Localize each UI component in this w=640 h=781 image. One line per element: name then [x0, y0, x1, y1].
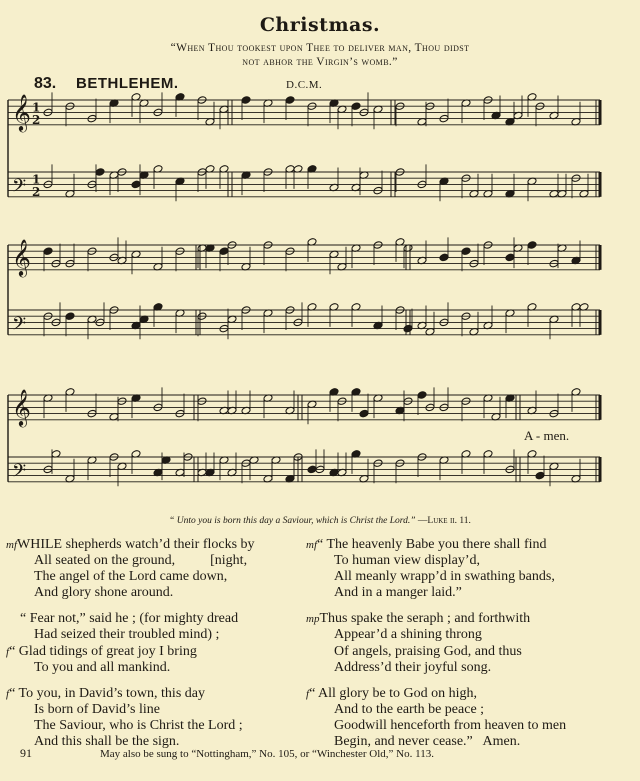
note-head	[43, 247, 53, 256]
verse-line	[306, 537, 636, 553]
page-number: 91	[20, 746, 32, 760]
verse-line	[306, 718, 636, 734]
page-title: Christmas.	[259, 14, 381, 36]
verse-text: To human view display’d,	[334, 553, 480, 569]
verse-line	[6, 553, 306, 569]
note-head	[241, 96, 251, 105]
verse-block	[306, 537, 636, 601]
verse-text: “ To you, in David’s town, this day	[9, 685, 205, 701]
verse-block	[6, 611, 306, 643]
verse-line	[6, 686, 306, 702]
verse-block	[306, 686, 636, 750]
verse-text: Appear’d a shining throng	[334, 627, 482, 643]
verse-line	[306, 660, 636, 676]
scripture-reference: —Luke ii. 11.	[417, 516, 471, 526]
verse-text: Of angels, praising God, and thus	[334, 643, 522, 659]
verse-line	[6, 537, 306, 553]
verse-block	[306, 611, 636, 675]
note-head	[65, 312, 75, 321]
bass-clef: 𝄢	[12, 175, 27, 201]
dynamic-marking: f	[6, 687, 10, 700]
verse-line	[6, 718, 306, 734]
verse-line	[306, 611, 636, 627]
note-head	[351, 102, 361, 111]
verse-text: All seated on the ground, [night,	[34, 553, 248, 569]
verses-right-column	[306, 537, 636, 760]
dynamic-marking: f	[6, 645, 10, 658]
note-head	[461, 247, 471, 256]
verse-line	[306, 585, 636, 601]
verse-line	[306, 702, 636, 718]
footer-note: May also be sung to “Nottingham,” No. 105, or “Winchester Old,” No. 113.	[100, 748, 434, 760]
verse-text: And in a manger laid.”	[334, 585, 462, 601]
dynamic-marking: mf	[6, 539, 17, 551]
verse-block	[6, 537, 306, 601]
verse-text: To you and all mankind.	[34, 659, 171, 675]
note-head	[439, 253, 449, 262]
tune-name: BETHLEHEM.	[76, 75, 179, 92]
note-head	[505, 253, 515, 262]
verse-line	[306, 569, 636, 585]
dynamic-marking: mp	[306, 613, 320, 626]
note-head	[417, 391, 427, 400]
treble-clef: 𝄞	[12, 237, 31, 276]
verse-line	[6, 585, 306, 601]
note-head	[403, 324, 413, 333]
treble-clef: 𝄞	[12, 92, 31, 131]
verse-line	[306, 553, 636, 569]
verse-text: The Saviour, who is Christ the Lord ;	[34, 717, 243, 733]
verse-text: WHILE shepherds watch’d their flocks by	[17, 537, 255, 552]
verses-left-column	[6, 537, 306, 760]
verse-text: And to the earth be peace ;	[334, 701, 485, 717]
amen-label: A - men.	[524, 428, 570, 443]
verse-text: The angel of the Lord came down,	[34, 569, 228, 585]
note-head	[535, 471, 545, 480]
verse-line	[306, 627, 636, 643]
bass-clef: 𝄢	[12, 313, 27, 339]
note-head	[527, 241, 537, 250]
verse-text: “ The heavenly Babe you there shall find	[317, 537, 547, 552]
verse-line	[306, 686, 636, 702]
verse-line	[6, 569, 306, 585]
verse-line	[6, 702, 306, 718]
verse-line	[6, 660, 306, 676]
treble-clef: 𝄞	[12, 387, 31, 426]
time-signature: 1	[32, 100, 41, 115]
note-head	[131, 180, 141, 189]
dynamic-marking: f	[306, 687, 310, 700]
note-head	[95, 168, 105, 177]
time-signature: 2	[32, 184, 41, 199]
verse-text: Begin, and never cease.” Amen.	[334, 734, 521, 750]
epigraph-line-1: “When Thou tookest upon Thee to deliver man, Thou didst	[170, 42, 470, 54]
time-signature: 1	[32, 172, 41, 187]
verse-text: Address’d their joyful song.	[334, 659, 492, 675]
verse-text: “ Fear not,” said he ; (for mighty dread	[20, 611, 239, 627]
hymn-number: 83.	[34, 75, 57, 92]
note-head	[219, 247, 229, 256]
scripture-quote	[0, 516, 640, 526]
verse-text: “ All glory be to God on high,	[309, 685, 478, 701]
verse-text: Thus spake the seraph ; and forthwith	[319, 611, 531, 627]
verse-line	[6, 611, 306, 627]
verse-line	[306, 644, 636, 660]
verse-line	[6, 627, 306, 643]
time-signature: 2	[32, 112, 41, 127]
note-head	[285, 96, 295, 105]
verse-text: Is born of David’s line	[34, 701, 160, 717]
verse-text: All meanly wrapp’d in swathing bands,	[334, 569, 555, 585]
verse-line	[6, 644, 306, 660]
bass-clef: 𝄢	[12, 460, 27, 486]
scripture-text: “ Unto you is born this day a Saviour, which is Christ the Lord.”	[169, 516, 416, 526]
note-head	[359, 409, 369, 418]
dynamic-marking: mf	[306, 539, 317, 551]
verse-text: “ Glad tidings of great joy I bring	[9, 643, 197, 659]
verse-text: Goodwill henceforth from heaven to men	[334, 717, 567, 733]
epigraph-line-2: not abhor the Virgin’s womb.”	[242, 56, 398, 68]
verse-text: Had seized their troubled mind) ;	[34, 627, 220, 643]
meter: D.C.M.	[286, 79, 323, 91]
verse-text: And this shall be the sign.	[34, 734, 180, 750]
verse-block	[6, 644, 306, 676]
verse-block	[6, 686, 306, 750]
verse-text: And glory shone around.	[34, 585, 174, 601]
